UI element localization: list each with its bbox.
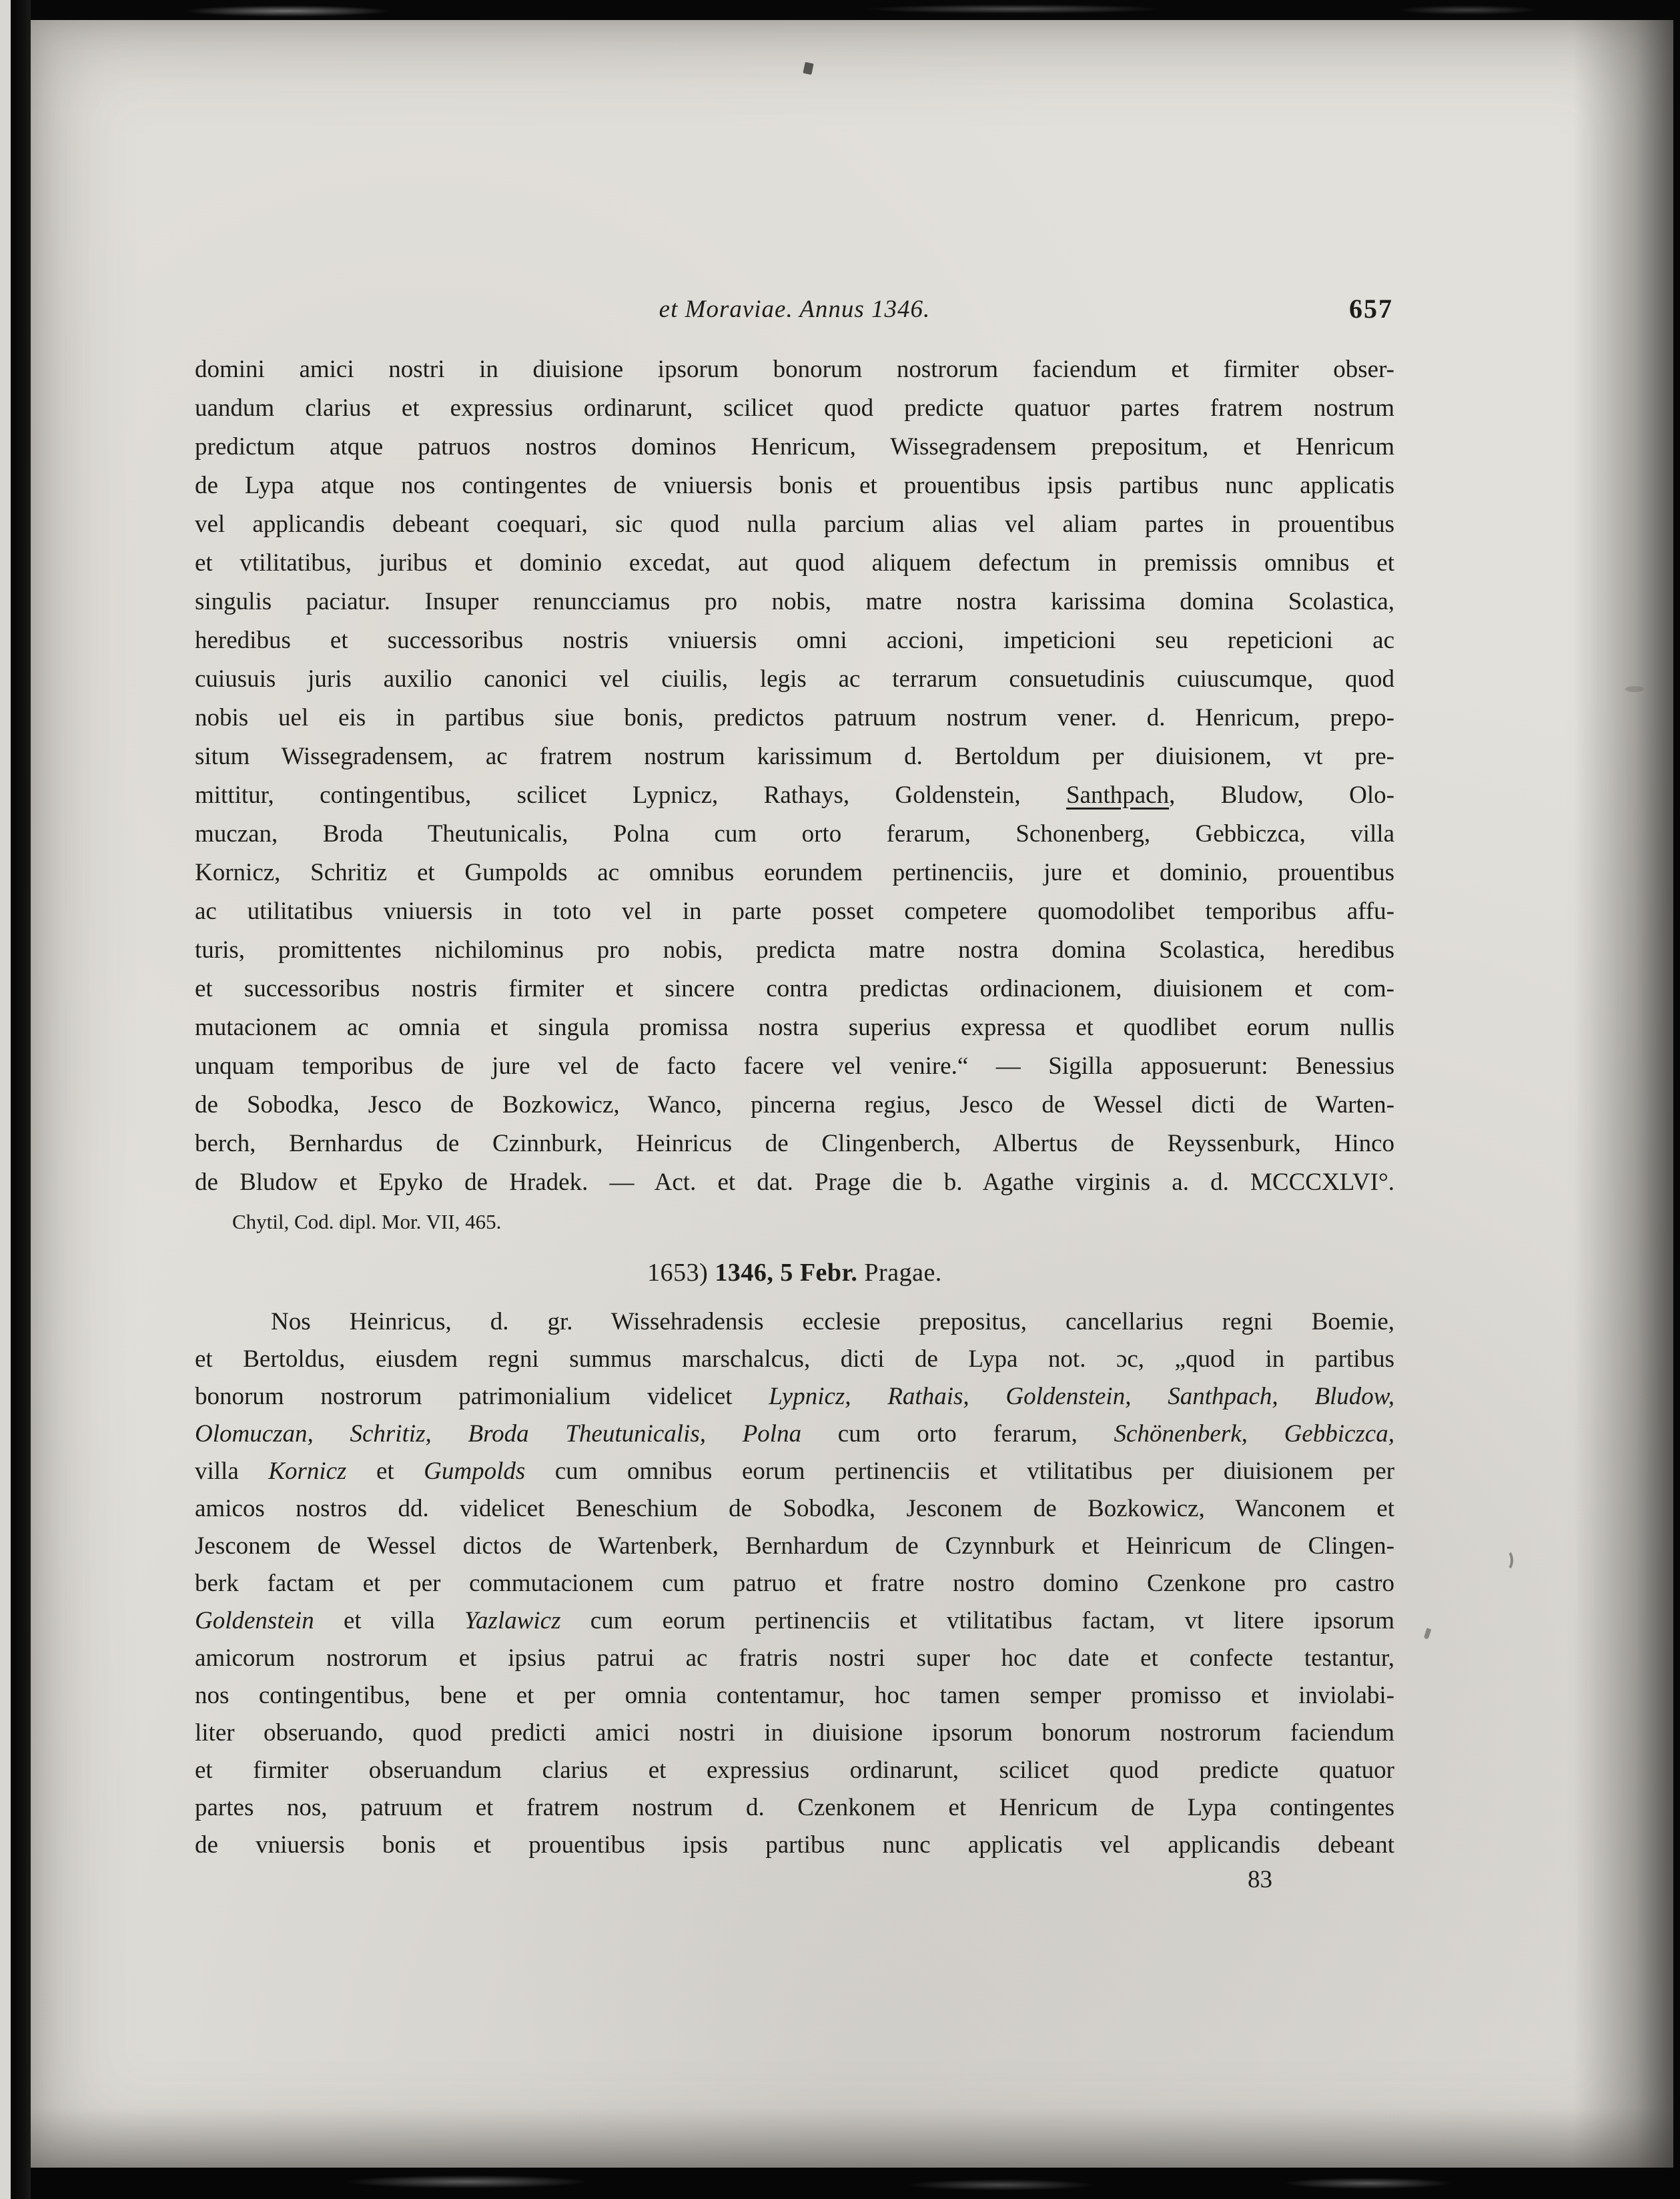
text-line	[195, 466, 1394, 505]
text-segment: berk factam et per commutacionem cum patruo et fratre nostro domino Czenkone pro castro	[195, 1570, 1394, 1597]
text-line	[195, 737, 1394, 776]
text-segment: villa	[195, 1458, 269, 1485]
text-line	[195, 931, 1394, 970]
text-segment: nos contingentibus, bene et per omnia contentamur, hoc tamen semper promisso et inviolabi-	[195, 1682, 1394, 1709]
text-segment: cum orto ferarum,	[801, 1420, 1114, 1448]
text-segment: Pragae.	[857, 1259, 942, 1287]
text-segment: et vtilitatibus, juribus et dominio excedat, aut quod aliquem defectum in premissis omnibus et	[195, 549, 1394, 577]
entry-1653-text	[195, 1303, 1394, 1864]
text-line	[195, 544, 1394, 583]
page-number: 657	[1349, 294, 1393, 324]
text-segment: muczan, Broda Theutunicalis, Polna cum orto ferarum, Schonenberg, Gebbiczca, villa	[195, 820, 1394, 848]
text-line	[195, 428, 1394, 466]
italic-text: Lypnicz, Rathais, Goldenstein, Santhpach, Bludow,	[769, 1383, 1394, 1410]
text-segment: berch, Bernhardus de Czinnburk, Heinricus de Clingenberch, Albertus de Reyssenburk, Hinco	[195, 1130, 1394, 1157]
bold-text: 1346, 5 Febr.	[715, 1259, 858, 1287]
text-segment: amicorum nostrorum et ipsius patrui ac fratris nostri super hoc date et confecte testantur,	[195, 1644, 1394, 1672]
scan-edge-bottom	[0, 2168, 1680, 2199]
text-segment: mittitur, contingentibus, scilicet Lypnicz, Rathays, Goldenstein,	[195, 781, 1066, 809]
page-shadow-bottom	[31, 2108, 1673, 2168]
text-line	[195, 1341, 1394, 1378]
signature-number: 83	[1248, 1866, 1272, 1893]
text-line	[195, 1490, 1394, 1528]
text-line	[195, 1565, 1394, 1602]
text-segment: bonorum nostrorum patrimonialium videlicet	[195, 1383, 769, 1410]
text-line	[195, 1378, 1394, 1416]
text-segment: heredibus et successoribus nostris vniuersis omni accioni, impeticioni seu repeticioni ac	[195, 627, 1394, 654]
text-line	[195, 1677, 1394, 1714]
text-segment: de vniuersis bonis et prouentibus ipsis partibus nunc applicatis vel applicandis debeant	[195, 1831, 1394, 1859]
text-line	[195, 1125, 1394, 1163]
text-segment: unquam temporibus de jure vel de facto facere vel venire.“ — Sigilla apposuerunt: Benessius	[195, 1052, 1394, 1080]
page-header	[195, 295, 1394, 328]
text-line	[195, 815, 1394, 854]
scan-edge-left-band	[11, 0, 31, 2199]
source-citation: Chytil, Cod. dipl. Mor. VII, 465.	[232, 1210, 502, 1233]
text-line	[195, 1827, 1394, 1864]
italic-text: Olomuczan, Schritiz, Broda Theutunicalis, Polna	[195, 1420, 802, 1448]
text-line	[195, 1008, 1394, 1047]
text-segment: singulis paciatur. Insuper renuncciamus pro nobis, matre nostra karissima domina Scolastica,	[195, 588, 1394, 615]
text-line	[195, 1303, 1394, 1341]
text-line	[195, 1602, 1394, 1640]
text-segment: de Lypa atque nos contingentes de vniuersis bonis et prouentibus ipsis partibus nunc applicatis	[195, 472, 1394, 499]
text-segment: de Sobodka, Jesco de Bozkowicz, Wanco, pincerna regius, Jesco de Wessel dicti de Warten-	[195, 1091, 1394, 1119]
text-segment: liter obseruando, quod predicti amici nostri in diuisione ipsorum bonorum nostrorum faciendum	[195, 1719, 1394, 1747]
text-segment: 1653)	[647, 1259, 715, 1287]
scan-edge-left-margin	[0, 0, 11, 2199]
text-line	[195, 1714, 1394, 1752]
text-segment: situm Wissegradensem, ac fratrem nostrum karissimum d. Bertoldum per diuisionem, vt pre-	[195, 743, 1394, 770]
page-content	[195, 295, 1394, 1894]
text-segment: et firmiter obseruandum clarius et expressius ordinarunt, scilicet quod predicte quatuor	[195, 1757, 1394, 1784]
text-line	[195, 1528, 1394, 1565]
text-line	[195, 892, 1394, 931]
entry-1653-heading	[195, 1257, 1394, 1289]
text-line	[195, 970, 1394, 1008]
text-segment: cum omnibus eorum pertinenciis et vtilitatibus per diuisionem per	[525, 1458, 1394, 1485]
text-segment: mutacionem ac omnia et singula promissa nostra superius expressa et quodlibet eorum nullis	[195, 1014, 1394, 1041]
scan-speck	[1625, 686, 1644, 692]
text-line	[195, 350, 1394, 389]
italic-text: Schönenberk, Gebbiczca,	[1114, 1420, 1394, 1448]
text-line	[195, 854, 1394, 892]
text-line	[195, 776, 1394, 815]
page-curve-shadow-right	[1573, 20, 1673, 2168]
text-line	[195, 583, 1394, 621]
text-segment: de Bludow et Epyko de Hradek. — Act. et dat. Prage die b. Agathe virginis a. d. MCCCXLVI°.	[195, 1169, 1394, 1196]
text-line	[195, 1453, 1394, 1490]
text-segment: Nos Heinricus, d. gr. Wissehradensis ecclesie prepositus, cancellarius regni Boemie,	[271, 1308, 1394, 1335]
text-line	[195, 1640, 1394, 1677]
text-line	[195, 1163, 1394, 1202]
text-segment: partes nos, patruum et fratrem nostrum d. Czenkonem et Henricum de Lypa contingentes	[195, 1794, 1394, 1821]
italic-text: Kornicz	[268, 1458, 347, 1485]
italic-text: Yazlawicz	[464, 1607, 561, 1634]
text-line	[195, 621, 1394, 660]
text-segment: et successoribus nostris firmiter et sincere contra predictas ordinacionem, diuisionem et com-	[195, 975, 1394, 1002]
text-line	[195, 1416, 1394, 1453]
text-segment: predictum atque patruos nostros dominos Henricum, Wissegradensem prepositum, et Henricum	[195, 433, 1394, 460]
text-line	[195, 699, 1394, 737]
text-segment: et Bertoldus, eiusdem regni summus marschalcus, dicti de Lypa not. ɔc, „quod in partibus	[195, 1345, 1394, 1373]
scan-speck	[1500, 1550, 1513, 1571]
italic-text: Gumpolds	[424, 1458, 526, 1485]
running-title: et Moraviae. Annus 1346.	[659, 296, 931, 323]
text-segment: amicos nostros dd. videlicet Beneschium de Sobodka, Jesconem de Bozkowicz, Wanconem et	[195, 1495, 1394, 1522]
text-line	[195, 1047, 1394, 1086]
text-line	[195, 1752, 1394, 1789]
text-segment: , Bludow, Olo-	[1169, 781, 1394, 809]
text-segment: ac utilitatibus vniuersis in toto vel in parte posset competere quomodolibet temporibus affu-	[195, 898, 1394, 925]
underlined-text: Santhpach	[1066, 781, 1170, 809]
text-segment: Jesconem de Wessel dictos de Wartenberk, Bernhardum de Czynnburk et Heinricum de Clingen-	[195, 1532, 1394, 1560]
text-line	[195, 389, 1394, 428]
text-line	[195, 660, 1394, 699]
text-segment: cuiusuis juris auxilio canonici vel ciuilis, legis ac terrarum consuetudinis cuiuscumque, quod	[195, 665, 1394, 693]
scan-edge-top	[0, 0, 1680, 20]
text-segment: turis, promittentes nichilominus pro nobis, predicta matre nostra domina Scolastica, heredibus	[195, 936, 1394, 964]
text-segment: nobis uel eis in partibus siue bonis, predictos patruum nostrum vener. d. Henricum, prepo-	[195, 704, 1394, 731]
italic-text: Goldenstein	[195, 1607, 314, 1634]
text-line	[195, 505, 1394, 544]
text-segment: Kornicz, Schritiz et Gumpolds ac omnibus eorundem pertinenciis, jure et dominio, prouentibus	[195, 859, 1394, 886]
text-segment: et villa	[314, 1607, 464, 1634]
text-segment: domini amici nostri in diuisione ipsorum bonorum nostrorum faciendum et firmiter obser-	[195, 356, 1394, 383]
text-segment: cum eorum pertinenciis et vtilitatibus factam, vt litere ipsorum	[560, 1607, 1394, 1634]
text-line	[195, 1086, 1394, 1125]
text-line	[195, 1789, 1394, 1827]
text-segment: et	[346, 1458, 424, 1485]
text-segment: vel applicandis debeant coequari, sic quod nulla parcium alias vel aliam partes in prouentibus	[195, 511, 1394, 538]
text-segment: uandum clarius et expressius ordinarunt, scilicet quod predicte quatuor partes fratrem nostrum	[195, 394, 1394, 422]
entry-1652-continuation-text	[195, 350, 1394, 1202]
